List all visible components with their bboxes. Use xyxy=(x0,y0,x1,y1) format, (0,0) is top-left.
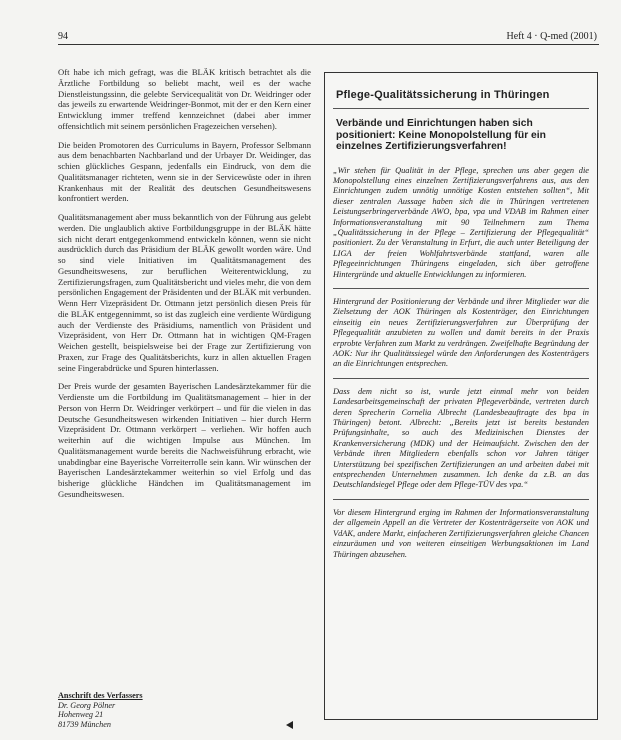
body-paragraph: Qualitätsmanagement aber muss bekanntlich von der Führung aus gelebt werden. Die unglaublich aktive Fortbildungsgruppe in der BLÄK hätte sich nicht derart entgegenkommend entwickeln können, wenn sie nicht ausdrücklich durch das Präsidium der BLÄK gewollt worden wäre. Und so sind viele Initiativen im Qualitätsmanagement des Gesundheitswesens, zur beruflichen Weiterentwicklung, zu Zertifizierungsfragen, zum Qualitätsbericht und vieles mehr, die von dem persönlichen Engagement der Präsidenten und der BLÄK mit verbunden. Wenn Herr Vizepräsident Dr. Ottmann jetzt persönlich diesen Preis für die BLÄK entgegennimmt, so ist das zugleich eine verdiente Würdigung auch der Verdienste des Präsidiums, namentlich von Präsident und Vizepräsident, von Herr Dr. Ottmann hat in wichtigen QM-Fragen Weichen gestellt, beispielsweise bei der Frage zur Zertifizierung von Praxen, zur Frage des Qualitätsberichts, kurz in allen aktuellen Fragen seine Fingerabdrücke und Spuren hinterlassen. xyxy=(58,212,311,373)
header-rule xyxy=(58,44,599,45)
sidebar-title: Pflege-Qualitätssicherung in Thüringen xyxy=(336,89,550,101)
sidebar-title-rule xyxy=(333,108,589,109)
address-title: Anschrift des Verfassers xyxy=(58,691,143,700)
journal-reference: Heft 4 · Q-med (2001) xyxy=(506,31,597,42)
page-number: 94 xyxy=(58,31,68,42)
sidebar-subtitle: Verbände und Einrichtungen haben sich positioniert: Keine Monopolstellung für ein einzelnes Zertifizierungsverfahren! xyxy=(336,118,546,152)
sidebar-paragraph: Hintergrund der Positionierung der Verbände und ihrer Mitglieder war die Zielsetzung der AOK Thüringen als Kostenträger, den Einrichtungen einseitig ein neues Zertifizierungsverfahren zur Überprüfung der Pflegequalität anzubieten zu wollen und damit bereits in der Praxis erprobte Verfahren zum Markt zu verdrängen. Zweifelhafte Begründung der AOK: Nur ihr Qualitätssiegel würde den Anforderungen des Kostenträgers an die Einrichtungen entsprechen. xyxy=(333,289,589,379)
sidebar-paragraph: „Wir stehen für Qualität in der Pflege, sprechen uns aber gegen die Monopolstellung eines einzelnen Zertifizierungsverfahrens aus, aus den Einrichtungen zudem unnötig unnötige Kosten entstehen sollten“, Mit dieser zentralen Aussage haben sich die in Thüringen vertretenen Leistungserbringerverbände AWO, bpa, vpa und VDAB im Rahmen einer Informationsveranstaltung mit 90 Teilnehmern zum Thema „Qualitätssicherung in der Pflege – Zertifizierung der Pflegequalität“ positioniert. Zu der Veranstaltung in Erfurt, die auch unter Beteiligung der LIGA der freien Wohlfahrtsverbände stattfand, waren alle Pflegeeinrichtungen Thüringens eingeladen, sich über getroffene Hintergründe und aktuelle Entwicklungen zu informieren. xyxy=(333,166,589,289)
address-city: 81739 München xyxy=(58,719,111,729)
sidebar-box xyxy=(324,72,598,720)
main-text-column xyxy=(58,67,311,508)
address-name: Dr. Georg Pölner xyxy=(58,700,116,710)
end-of-article-arrow-icon xyxy=(286,721,293,729)
body-paragraph: Der Preis wurde der gesamten Bayerischen Landesärztekammer für die Verdienste um die Fortbildung im Qualitätsmanagement – hier in der Person von Herrn Dr. Weidringer verkörpert – und für die vielen in das Deutsche Gesundheitswesen wirkenden Initiativen – hier durch Herrn Vizepräsident Dr. Ottmann verkörpert – verliehen. Wir hoffen auch weiterhin auf die wichtigen Impulse aus München. Im Qualitätsmanagement wurde bereits die Nachweisführung erbracht, wie unabdingbar eine Bayerische Vorreiterrolle sein kann. Wir wünschen der Bayerischen Landesärztekammer weiterhin so viel Erfolg und das bisherige glückliche Händchen im Qualitätsmanagement im Gesundheitswesen. xyxy=(58,381,311,499)
body-paragraph: Oft habe ich mich gefragt, was die BLÄK kritisch betrachtet als die Ärztliche Fortbildung so beliebt macht, weil es der wache Dienstleistungssinn, die gelebte Servicequalität von Dr. Weidringer oder das jeweils zu erwartende Weidringer-Bonmot, mit der er den Kern einer Entwicklung immer treffend kennzeichnet (dabei aber immer offensichtlich mit seinem persönlichen Fragezeichen versehen). xyxy=(58,67,311,131)
author-address xyxy=(58,691,208,729)
sidebar-paragraph: Vor diesem Hintergrund erging im Rahmen der Informationsveranstaltung der allgemein Appell an die Vertreter der Kostenträgerseite von AOK und VdAK, andere Markt, einfacheren Zertifizierungsverfahren gleiche Chancen einzuräumen und von weiteren einseitigen Werbungsaktionen im Land Thüringen abzusehen. xyxy=(333,507,589,559)
body-paragraph: Die beiden Promotoren des Curriculums in Bayern, Professor Selbmann aus dem benachbarten Nachbarland und der Urbayer Dr. Weidinger, das schien glückliches Gespann, jedenfalls ein Eindruck, von dem die Qualitätsmanager richteten, wenn sie in der Servicewüste oder in ihren Krankenhaus mit der Realität des deutschen Gesundheitswesens konfrontiert werden. xyxy=(58,139,311,204)
address-street: Hohenweg 21 xyxy=(58,710,104,719)
sidebar-paragraph: Dass dem nicht so ist, wurde jetzt einmal mehr von beiden Landesarbeitsgemeinschaft der privaten Pflegeverbände, vertreten durch deren Sprecherin Cornelia Albrecht (Landesbeauftragte des bpa in Thüringen) betont. Albrecht: „Bereits jetzt ist bereits bestanden Prüfungsinhalte, so auch des Medizinischen Dienstes der Krankenversicherung (MDK) und der Heimaufsicht. Zwischen den der Verbände ihren Mitgliedern ebenfalls schon vor Jahren tätiger Unterstützung bei spezifischen Zertifizierungen an und arbeiten dabei mit entsprechenden Unternehmen zusammen. Ich denke da z.B. an das Deutschlandsiegel Pflege oder dem Pflege-TÜV des vpa.“ xyxy=(333,379,589,500)
